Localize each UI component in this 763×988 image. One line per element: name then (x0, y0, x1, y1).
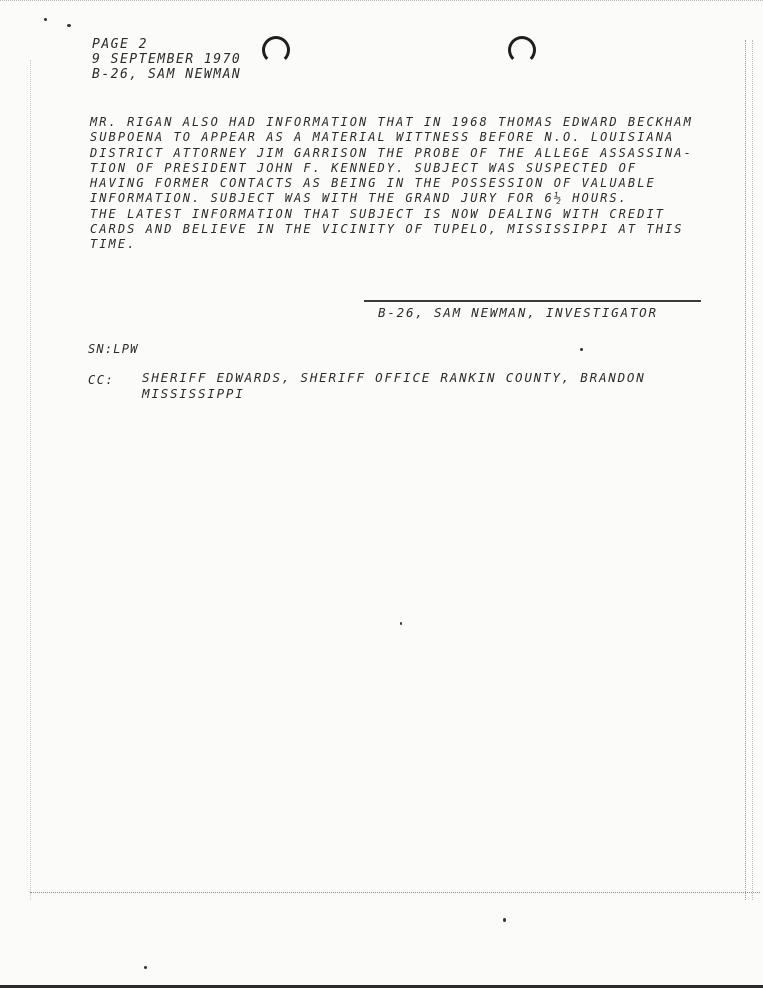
body-line: INFORMATION. SUBJECT WAS WITH THE GRAND JURY FOR 6½ HOURS. (90, 191, 628, 206)
scan-speck (144, 966, 147, 969)
scan-speck (580, 348, 583, 351)
scan-speck (503, 918, 506, 922)
body-line: MR. RIGAN ALSO HAD INFORMATION THAT IN 1968 THOMAS EDWARD BECKHAM (90, 115, 693, 129)
cc-line: MISSISSIPPI (142, 386, 245, 401)
signature-rule (364, 300, 701, 302)
punch-hole-left (262, 36, 290, 64)
body-line: CARDS AND BELIEVE IN THE VICINITY OF TUPELO, MISSISSIPPI AT THIS (90, 222, 684, 237)
left-scan-edge (30, 60, 33, 900)
cc-label: CC: (88, 373, 115, 387)
scan-speck (67, 24, 71, 27)
top-scan-edge (0, 0, 763, 5)
file-reference: B-26, SAM NEWMAN (92, 67, 242, 82)
letter-header (92, 37, 241, 82)
scan-speck (400, 622, 402, 625)
scan-speck (44, 18, 47, 21)
punch-hole-right (508, 36, 536, 64)
bottom-scan-edge (30, 892, 760, 895)
typist-initials: SN:LPW (88, 342, 139, 356)
page-label: PAGE 2 (92, 37, 148, 52)
body-line: DISTRICT ATTORNEY JIM GARRISON THE PROBE OF THE ALLEGE ASSASSINA- (90, 145, 693, 160)
letter-date: 9 SEPTEMBER 1970 (92, 52, 242, 67)
body-line: TIME. (90, 237, 137, 252)
body-line: HAVING FORMER CONTACTS AS BEING IN THE POSSESSION OF VALUABLE (90, 176, 656, 191)
body-line: THE LATEST INFORMATION THAT SUBJECT IS NOW DEALING WITH CREDIT (90, 206, 666, 221)
body-line: SUBPOENA TO APPEAR AS A MATERIAL WITTNESS BEFORE N.O. LOUISIANA (90, 130, 675, 145)
cc-line: SHERIFF EDWARDS, SHERIFF OFFICE RANKIN COUNTY, BRANDON (142, 370, 646, 385)
body-line: TION OF PRESIDENT JOHN F. KENNEDY. SUBJECT WAS SUSPECTED OF (90, 160, 638, 175)
right-scan-edge (745, 40, 753, 900)
cc-recipients (142, 370, 646, 402)
signature-block: B-26, SAM NEWMAN, INVESTIGATOR (378, 305, 658, 320)
report-paragraph (90, 115, 693, 253)
